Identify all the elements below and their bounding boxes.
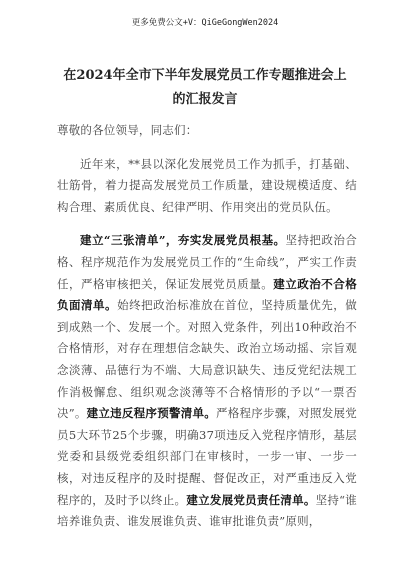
section-text-4: 坚持“谁培养谁负责、谁发展谁负责、谁审批谁负责”原则， xyxy=(57,492,358,529)
header-note: 更多免费公文+V：QiGeGongWen2024 xyxy=(131,18,279,28)
greeting: 尊敬的各位领导，同志们： xyxy=(57,123,198,137)
document-body xyxy=(57,120,357,533)
section-paragraph xyxy=(57,230,357,532)
section-text-1: 坚持把政治合格、程序规范作为发展党员工作的“生命线”，严实工作责任，严格审核把关，保证发展党员质量。 xyxy=(57,233,357,291)
section-text-3: 严格程序步骤，对照发展党员5大环节25个步骤，明确37项违反入党程序情形，基层党委和县级党委组织部门在审核时，一步一审、一步一核，对违反程序的及时提醒、督促改正，对严重违反入党程序的，及时予以终止。 xyxy=(57,406,358,507)
subheading-2: 建立违反程序预警清单。 xyxy=(86,406,216,421)
subheading-1: 建立政治不合格负面清单。 xyxy=(57,276,357,313)
section-heading: 建立“三张清单”，夯实发展党员根基。 xyxy=(80,233,286,248)
section-text-2: 始终把政治标准放在首位，坚持质量优先，做到成熟一个、发展一个。对照入党条件，列出10种政治不合格情形，对存在理想信念缺失、政治立场动摇、宗旨观念淡薄、品德行为不端、大局意识缺失、违反党纪法规工作消极懈怠、组织观念淡薄等不合格情形的予以“一票否决”。 xyxy=(57,298,357,421)
intro-paragraph: 近年来，**县以深化发展党员工作为抓手，打基础、壮筋骨，着力提高发展党员工作质量，建设规模适度、结构合理、素质优良、纪律严明、作用突出的党员队伍。 xyxy=(57,156,357,214)
subheading-3: 建立发展党员责任清单。 xyxy=(186,492,316,507)
document-title: 在2024年全市下半年发展党员工作专题推进会上的汇报发言 xyxy=(63,68,347,107)
